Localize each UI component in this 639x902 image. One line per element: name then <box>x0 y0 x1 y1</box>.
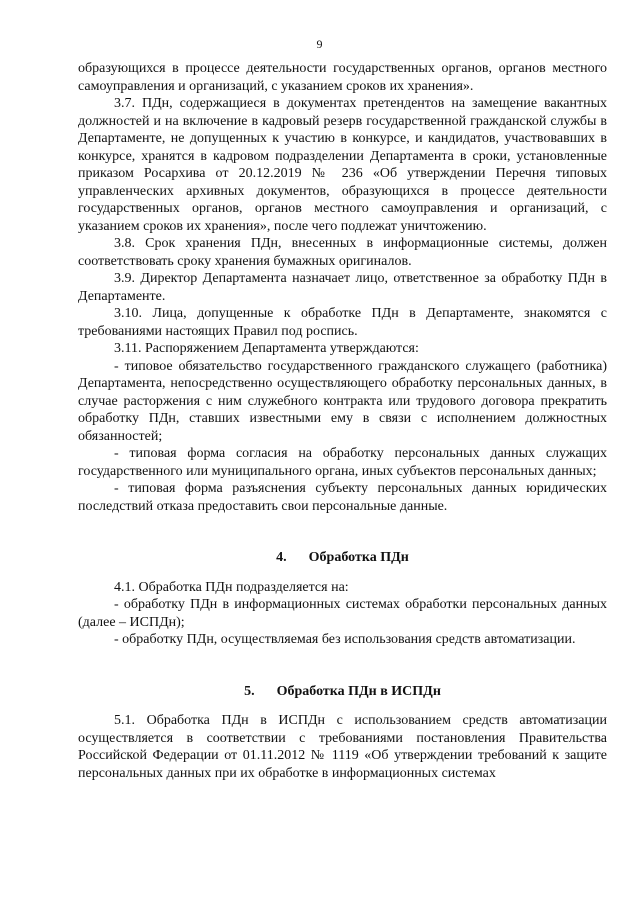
paragraph-3-9: 3.9. Директор Департамента назначает лицо, ответственное за обработку ПДн в Департаменте. <box>78 271 607 304</box>
paragraph: образующихся в процессе деятельности государственных органов, органов местного самоуправления и организаций, с указанием сроков их хранения». <box>78 61 607 94</box>
paragraph-4-1: 4.1. Обработка ПДн подразделяется на: <box>114 579 349 595</box>
paragraph-3-11: 3.11. Распоряжением Департамента утверждаются: <box>114 341 419 356</box>
list-item: - типовая форма разъяснения субъекту персональных данных юридических последствий отказа предоставить свои персональные данные. <box>78 481 607 514</box>
list-item: - типовая форма согласия на обработку персональных данных служащих государственного или муниципального органа, иных субъектов персональных данных; <box>78 446 607 479</box>
paragraph-3-8: 3.8. Срок хранения ПДн, внесенных в информационные системы, должен соответствовать сроку хранения бумажных оригиналов. <box>78 236 607 269</box>
section-4-number: 4. <box>276 550 287 565</box>
list-item: - обработку ПДн, осуществляемая без использования средств автоматизации. <box>114 632 576 647</box>
section-5-title: Обработка ПДн в ИСПДн <box>276 683 441 699</box>
section-5-number: 5. <box>244 683 255 699</box>
paragraph-3-10: 3.10. Лица, допущенные к обработке ПДн в Департаменте, знакомятся с требованиями настоящих Правил под роспись. <box>78 306 607 339</box>
page-number: 9 <box>316 37 323 51</box>
document-body <box>78 60 607 782</box>
paragraph-3-7: 3.7. ПДн, содержащиеся в документах претендентов на замещение вакантных должностей и на включение в кадровый резерв государственной гражданской службы в Департаменте, не допущенных к участию в конкурсе, и кандидатов, участвовавших в конкурсе, хранятся в кадровом подразделении Департамента в сроки, установленные приказом Росархива от 20.12.2019 № 236 «Об утверждении Перечня типовых управленческих архивных документов, образующихся в процессе деятельности государственных органов, органов местного самоуправления и организаций, с указанием сроков их хранения», после чего подлежат уничтожению. <box>78 96 607 234</box>
list-item: - типовое обязательство государственного гражданского служащего (работника) Департамента, непосредственно осуществляющего обработку персональных данных, в случае расторжения с ним служебного контракта или трудового договора прекратить обработку ПДн, ставших известными ему в связи с исполнением должностных обязанностей; <box>78 358 607 444</box>
section-5-heading <box>78 683 607 701</box>
paragraph-5-1: 5.1. Обработка ПДн в ИСПДн с использованием средств автоматизации осуществляется в соответствии с требованиями постановления Правительства Российской Федерации от 01.11.2012 № 1119 «Об утверждении требований к защите персональных данных при их обработке в информационных системах <box>78 713 607 781</box>
section-4-heading <box>78 549 607 567</box>
list-item: - обработку ПДн в информационных системах обработки персональных данных (далее – ИСПДн); <box>78 597 607 630</box>
section-4-title: Обработка ПДн <box>308 550 409 565</box>
